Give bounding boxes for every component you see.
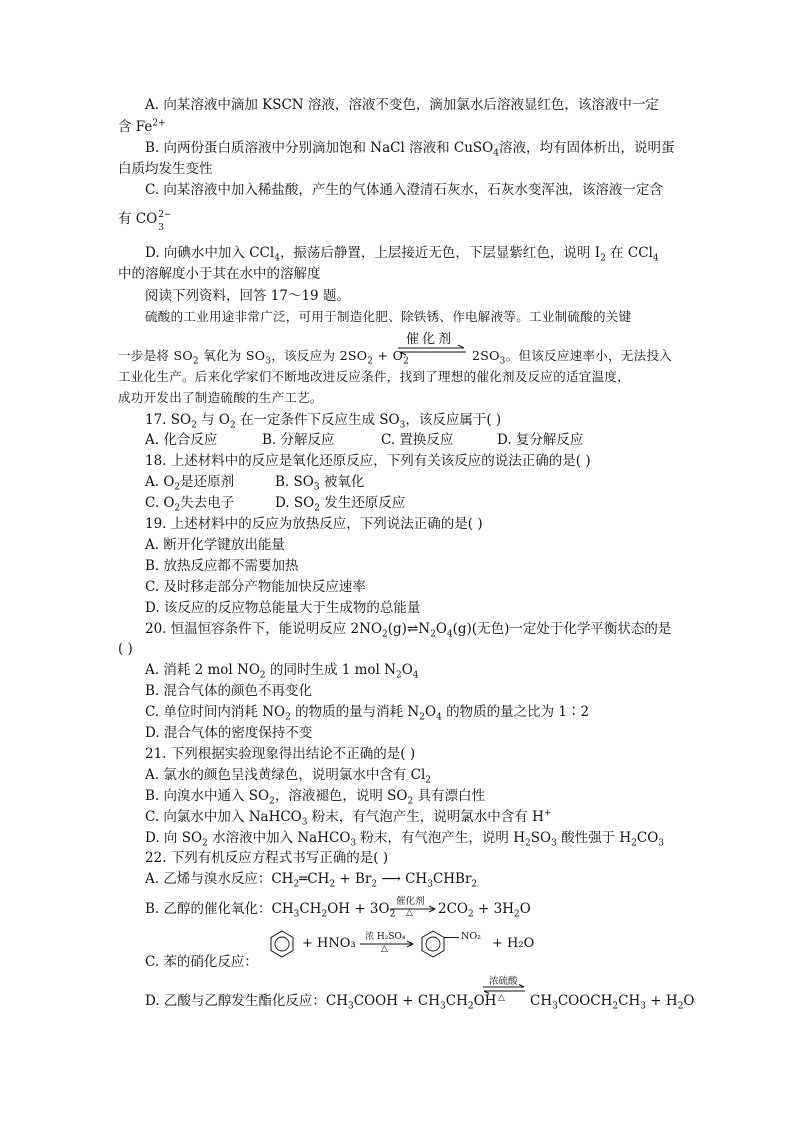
q22-d-heat-label: △: [498, 993, 505, 1003]
q16-option-b-line1: B. 向两份蛋白质溶液中分别滴加饱和 NaCl 溶液和 CuSO$_4$溶液，均有固体析出，说明蛋: [145, 140, 675, 159]
reading-intro: 阅读下列资料，回答 17～19 题。: [145, 288, 350, 304]
q21-option-b: B. 向溴水中通入 $SO_2$，溶液褪色，说明 $SO_2$ 具有漂白性: [145, 788, 485, 807]
q22-b-catalyst-label: 催化剂: [396, 896, 425, 907]
q16-option-b-line2: 白质均发生变性: [118, 161, 213, 177]
q16-option-c-line1: C. 向某溶液中加入稀盐酸，产生的气体通入澄清石灰水，石灰水变浑浊，该溶液一定含: [145, 182, 663, 198]
q22-c-catalyst-label: 浓 H₂SO₄: [365, 932, 406, 942]
q20-option-d: D. 混合气体的密度保持不变: [145, 725, 313, 741]
q19-option-a: A. 断开化学键放出能量: [145, 537, 285, 553]
reading-paragraph-line3: 工业化生产。后来化学家们不断地改进反应条件，找到了理想的催化剂及反应的适宜温度，: [118, 369, 631, 384]
q22-d-catalyst-label: 浓硫酸: [489, 976, 518, 987]
q19-option-d: D. 该反应的反应物总能量大于生成物的总能量: [145, 600, 421, 616]
reading-paragraph-line4: 成功开发出了制造硫酸的生产工艺。: [118, 390, 323, 405]
q22-option-b-left: B. 乙醇的催化氧化：$CH_3CH_2OH + 3O_2$: [145, 901, 396, 920]
reading-paragraph-line2b: $2SO_3$。但该反应速率小，无法投入: [472, 348, 673, 367]
reading-paragraph-line2a: 一步是将 $SO_2$ 氧化为 $SO_3$，该反应为 $2SO_2 + O_2$: [118, 348, 410, 367]
q17-option-a: A. 化合反应: [145, 432, 218, 448]
q20-option-a: A. 消耗 2 mol $NO_2$ 的同时生成 1 mol $N_2O_4$: [145, 662, 419, 681]
q21-option-c: C. 向氯水中加入 NaHCO$_3$ 粉末，有气泡产生，说明氯水中含有 H+: [145, 808, 552, 828]
q22-option-d-left: D. 乙酸与乙醇发生酯化反应：$CH_3COOH + CH_3CH_2OH$: [145, 993, 497, 1012]
q17-option-c: C. 置换反应: [381, 432, 454, 448]
q17-option-b: B. 分解反应: [262, 432, 335, 448]
q20-option-c: C. 单位时间内消耗 $NO_2$ 的物质的量与消耗 $N_2O_4$ 的物质的量之比为 1∶2: [145, 704, 590, 723]
q22-option-a: A. 乙烯与溴水反应：$CH_2═CH_2 + Br_2$ ⟶ $CH_3CHBr_2$: [145, 871, 478, 890]
q16-option-d-line1: D. 向碘水中加入 CCl$_4$，振荡后静置，上层接近无色，下层显紫红色，说明 $I_2$ 在 CCl$_4$: [145, 245, 659, 264]
q19-option-b: B. 放热反应都不需要加热: [145, 558, 299, 574]
q22-option-d-right: $CH_3COOCH_2CH_3 + H_2O$: [530, 993, 695, 1012]
q22-c-no2: NO₂: [461, 931, 481, 942]
q19-option-c: C. 及时移走部分产物能加快反应速率: [145, 579, 366, 595]
q22-c-h2o: + H₂O: [492, 936, 535, 951]
q18-option-c: C. $O_2$失去电子: [145, 495, 235, 514]
q19-stem: 19. 上述材料中的反应为放热反应，下列说法正确的是( ): [145, 516, 483, 532]
q21-option-d: D. 向 $SO_2$ 水溶液中加入 NaHCO$_3$ 粉末，有气泡产生，说明 $H_2SO_3$ 酸性强于 $H_2CO_3$: [145, 830, 665, 849]
q18-stem: 18. 上述材料中的反应是氧化还原反应，下列有关该反应的说法正确的是( ): [145, 453, 591, 469]
q18-option-d: D. $SO_2$ 发生还原反应: [275, 495, 406, 514]
q17-option-d: D. 复分解反应: [497, 432, 584, 448]
q20-option-b: B. 混合气体的颜色不再变化: [145, 683, 313, 699]
q17-stem: 17. $SO_2$ 与 $O_2$ 在一定条件下反应生成 $SO_3$，该反应属于( ): [145, 412, 502, 431]
q20-stem-line2: ( ): [118, 641, 133, 657]
q16-option-c-line2: 有 CO 2− 3: [118, 210, 172, 233]
q18-option-a: A. $O_2$是还原剂: [145, 474, 235, 493]
reading-paragraph-line1: 硫酸的工业用途非常广泛，可用于制造化肥、除铁锈、作电解液等。工业制硫酸的关键: [145, 309, 632, 324]
q22-stem: 22. 下列有机反应方程式书写正确的是( ): [145, 850, 389, 866]
q16-option-a-line2: 含 $Fe^{2+}$: [118, 118, 166, 135]
q22-option-c-label: C. 苯的硝化反应：: [145, 954, 258, 970]
q16-option-a-line1: A. 向某溶液中滴加 KSCN 溶液，溶液不变色，滴加氯水后溶液显红色，该溶液中一定: [145, 97, 659, 113]
nitrobenzene-ring-icon: [419, 929, 463, 959]
q16-option-d-line2: 中的溶解度小于其在水中的溶解度: [118, 266, 321, 282]
q22-option-b-right: $2CO_2 + 3H_2O$: [438, 901, 531, 920]
q18-option-b: B. $SO_3$ 被氧化: [275, 474, 365, 493]
q22-c-heat-label: △: [381, 944, 388, 954]
q22-b-heat-label: △: [406, 908, 413, 918]
q21-option-a: A. 氯水的颜色呈浅黄绿色，说明氯水中含有 $Cl_2$: [145, 767, 432, 786]
q22-c-hno3: + HNO₃: [302, 936, 356, 951]
reading-catalyst-label: 催化剂: [406, 332, 455, 347]
q21-stem: 21. 下列根据实验现象得出结论不正确的是( ): [145, 746, 416, 762]
benzene-ring-icon: [268, 929, 296, 959]
q20-stem-line1: 20. 恒温恒容条件下，能说明反应 $2NO_2(g)\rightleftharpoons N_2O_4(g)$(无色)一定处于化学平衡状态的是: [145, 621, 672, 640]
q22-b-arrow-icon: [389, 905, 437, 913]
